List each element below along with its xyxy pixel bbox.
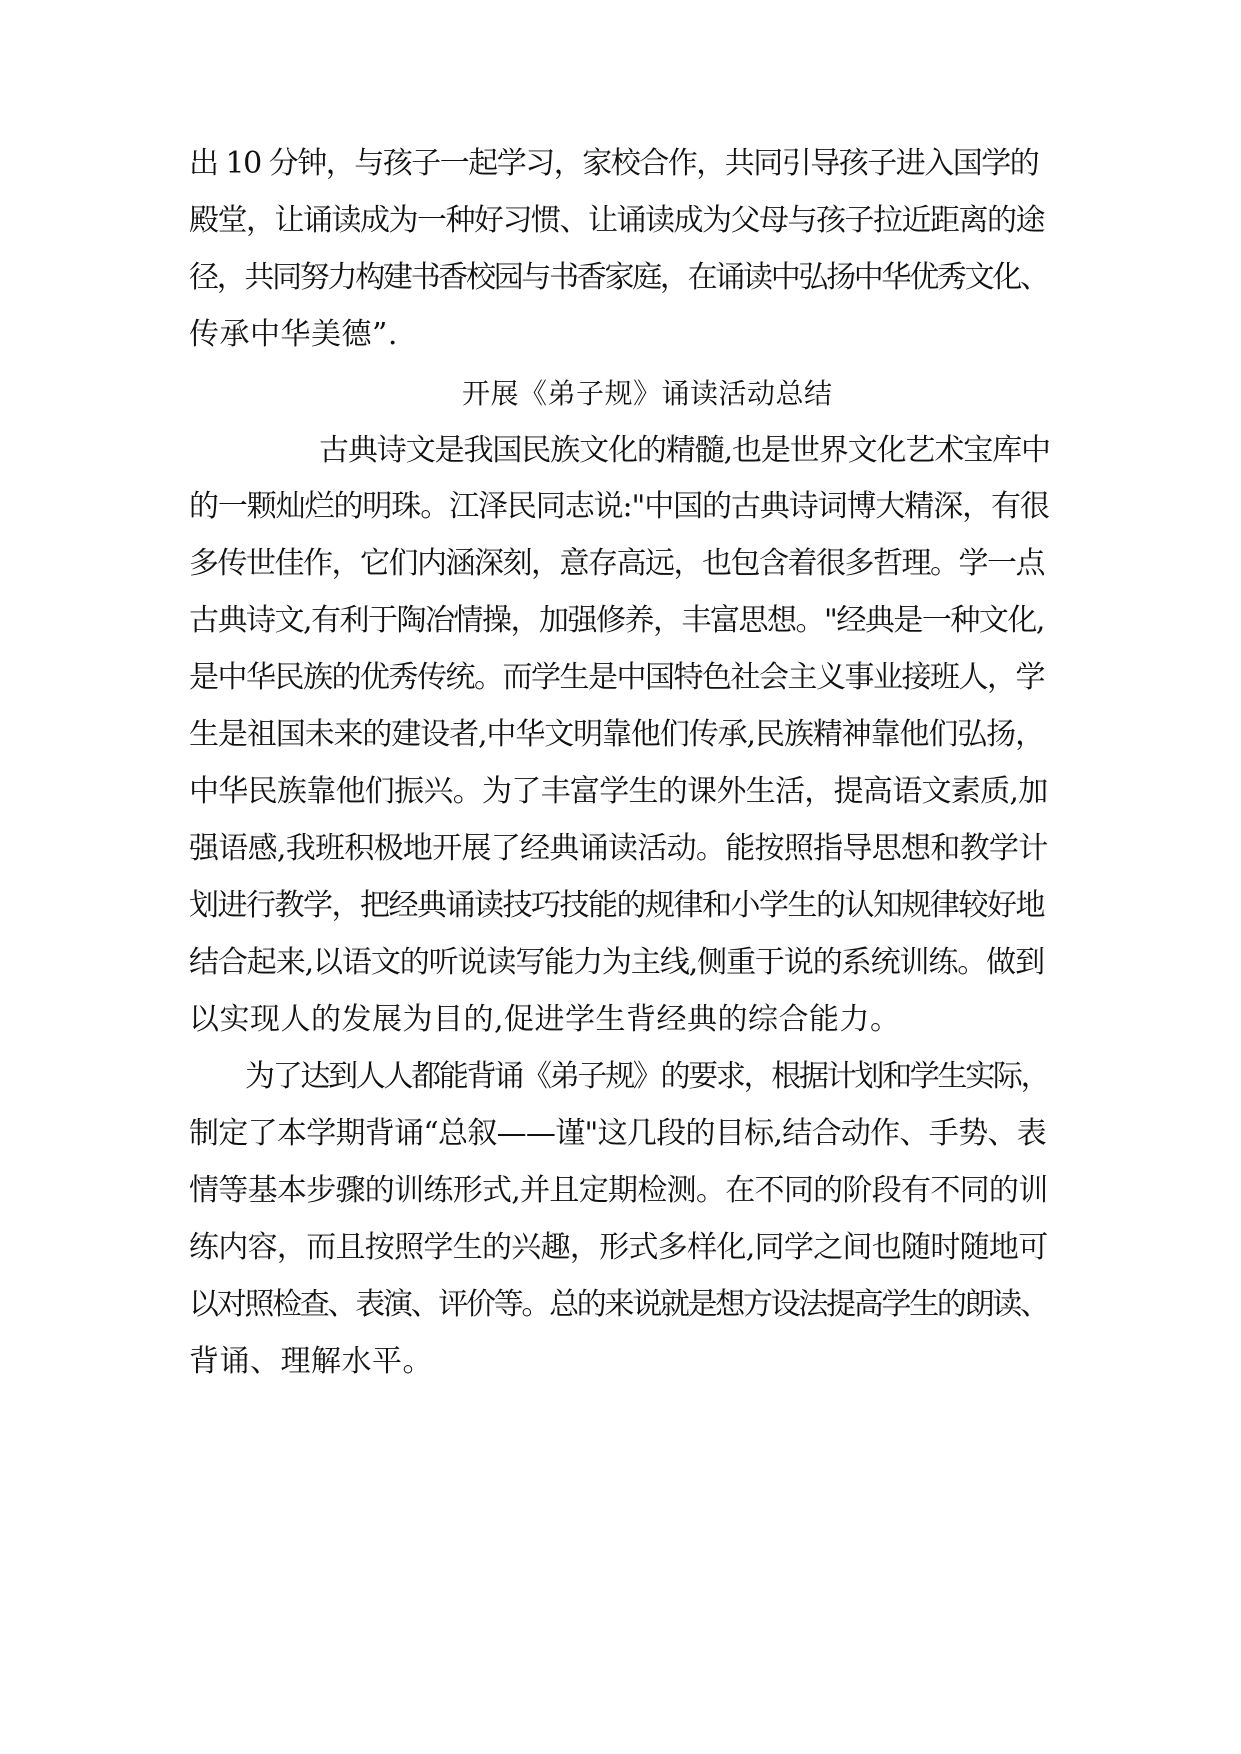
paragraph-1-line-9: 划进行教学，把经典诵读技巧技能的规律和小学生的认知规律较好地 — [189, 888, 1044, 923]
intro-line-1: 出 10 分钟，与孩子一起学习，家校合作，共同引导孩子进入国学的 — [189, 146, 1039, 181]
intro-line-4: 传承中华美德”. — [189, 317, 398, 352]
paragraph-1-line-4: 古典诗文,有利于陶冶情操，加强修养，丰富思想。"经典是一种文化, — [189, 603, 1044, 638]
paragraph-1-line-11: 以实现人的发展为目的,促进学生背经典的综合能力。 — [189, 1002, 901, 1037]
paragraph-2-line-1: 为了达到人人都能背诵《弟子规》的要求，根据计划和学生实际， — [245, 1059, 1049, 1094]
paragraph-2-line-3: 情等基本步骤的训练形式,并且定期检测。在不同的阶段有不同的训 — [189, 1173, 1048, 1208]
paragraph-1-line-8: 强语感,我班积极地开展了经典诵读活动。能按照指导思想和教学计 — [189, 831, 1048, 866]
paragraph-1-line-1: 古典诗文是我国民族文化的精髓,也是世界文化艺术宝库中 — [319, 433, 1050, 468]
paragraph-1-line-3: 多传世佳作，它们内涵深刻，意存高远，也包含着很多哲理。学一点 — [189, 546, 1044, 581]
paragraph-1-line-10: 结合起来,以语文的听说读写能力为主线,侧重于说的系统训练。做到 — [189, 945, 1044, 980]
paragraph-1-line-2: 的一颗灿烂的明珠。江泽民同志说:"中国的古典诗词博大精深，有很 — [189, 489, 1049, 524]
paragraph-2-line-5: 以对照检查、表演、评价等。总的来说就是想方设法提高学生的朗读、 — [189, 1287, 1048, 1322]
paragraph-2-line-6: 背诵、理解水平。 — [189, 1344, 433, 1379]
paragraph-2-line-4: 练内容，而且按照学生的兴趣，形式多样化,同学之间也随时随地可 — [189, 1230, 1048, 1265]
document-title: 开展《弟子规》诵读活动总结 — [462, 377, 833, 410]
paragraph-1-line-5: 是中华民族的优秀传统。而学生是中国特色社会主义事业接班人，学 — [189, 660, 1044, 695]
intro-line-3: 径，共同努力构建书香校园与书香家庭，在诵读中弘扬中华优秀文化、 — [189, 260, 1048, 295]
intro-line-2: 殿堂，让诵读成为一种好习惯、让诵读成为父母与孩子拉近距离的途 — [189, 203, 1044, 238]
paragraph-1-line-7: 中华民族靠他们振兴。为了丰富学生的课外生活，提高语文素质,加 — [189, 774, 1048, 809]
paragraph-1-line-6: 生是祖国未来的建设者,中华文明靠他们传承,民族精神靠他们弘扬， — [189, 717, 1044, 752]
paragraph-2-line-2: 制定了本学期背诵“总叙——谨"这几段的目标,结合动作、手势、表 — [189, 1116, 1046, 1151]
